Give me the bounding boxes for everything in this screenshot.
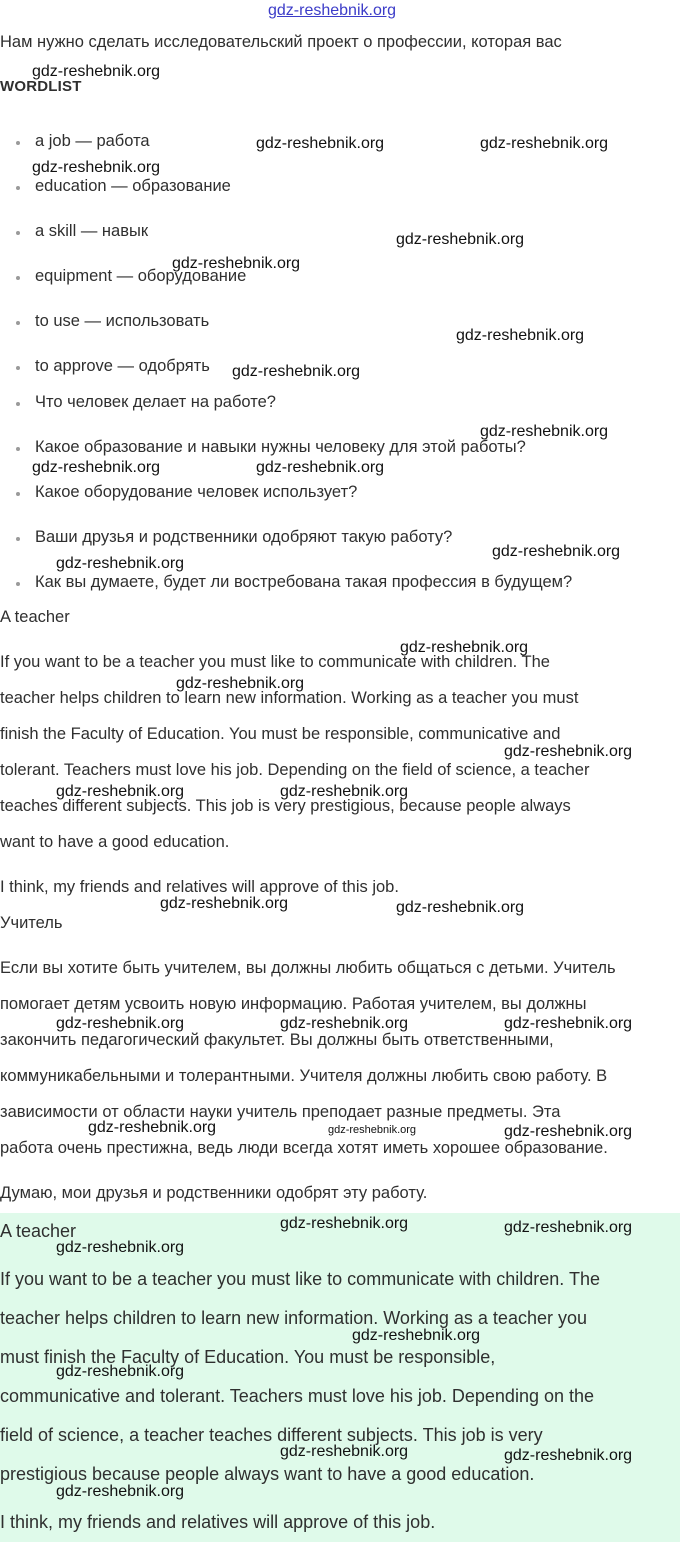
list-item: Какое оборудование человек использует? [16, 483, 357, 502]
watermark: gdz-reshebnik.org [328, 1124, 417, 1136]
watermark: gdz-reshebnik.org [176, 675, 305, 692]
watermark: gdz-reshebnik.org [280, 1215, 409, 1232]
text-line: зависимости от области науки учитель преподает разные предметы. Эта [0, 1103, 561, 1121]
text-line: Если вы хотите быть учителем, вы должны любить общаться с детьми. Учитель [0, 959, 616, 977]
watermark: gdz-reshebnik.org [504, 1219, 633, 1236]
watermark: gdz-reshebnik.org [160, 895, 289, 912]
watermark: gdz-reshebnik.org [480, 423, 609, 440]
watermark: gdz-reshebnik.org [280, 1443, 409, 1460]
text-line: teaches different subjects. This job is very prestigious, because people always [0, 797, 571, 815]
watermark: gdz-reshebnik.org [32, 459, 161, 476]
text-line: If you want to be a teacher you must like to communicate with children. The [0, 1269, 600, 1289]
watermark: gdz-reshebnik.org [56, 1483, 185, 1500]
intro-text: Нам нужно сделать исследовательский проект о профессии, которая вас [0, 33, 562, 51]
list-item: a job — работа [16, 132, 150, 151]
closing-text: Думаю, мои друзья и родственники одобрят эту работу. [0, 1184, 428, 1202]
text-line: закончить педагогический факультет. Вы должны быть ответственными, [0, 1031, 554, 1049]
watermark: gdz-reshebnik.org [256, 135, 385, 152]
text-line: must finish the Faculty of Education. You must be responsible, [0, 1347, 496, 1367]
watermark: gdz-reshebnik.org [56, 1015, 185, 1032]
watermark: gdz-reshebnik.org [400, 639, 529, 656]
text-line: tolerant. Teachers must love his job. Depending on the field of science, a teacher [0, 761, 590, 779]
watermark: gdz-reshebnik.org [504, 743, 633, 760]
watermark: gdz-reshebnik.org [56, 1363, 185, 1380]
list-item: to approve — одобрять [16, 357, 210, 376]
text-line: communicative and tolerant. Teachers must love his job. Depending on the [0, 1386, 595, 1406]
watermark: gdz-reshebnik.org [280, 1015, 409, 1032]
text-line: коммуникабельными и толерантными. Учителя должны любить свою работу. В [0, 1067, 608, 1085]
text-line: работа очень престижна, ведь люди всегда хотят иметь хорошее образование. [0, 1139, 608, 1157]
text-line: teacher helps children to learn new information. Working as a teacher you [0, 1308, 587, 1328]
watermark: gdz-reshebnik.org [504, 1447, 633, 1464]
answer-box [0, 1213, 680, 1542]
watermark: gdz-reshebnik.org [492, 543, 621, 560]
watermark: gdz-reshebnik.org [232, 363, 361, 380]
text-line: finish the Faculty of Education. You must be responsible, communicative and [0, 725, 561, 743]
text-line: want to have a good education. [0, 833, 230, 851]
closing-text: I think, my friends and relatives will approve of this job. [0, 1512, 436, 1532]
list-item: education — образование [16, 177, 231, 196]
watermark: gdz-reshebnik.org [32, 63, 161, 80]
text-line: помогает детям усвоить новую информацию. Работая учителем, вы должны [0, 995, 587, 1013]
section-title: A teacher [0, 1221, 77, 1241]
site-link[interactable]: gdz-reshebnik.org [268, 2, 397, 19]
text-line: field of science, a teacher teaches different subjects. This job is very [0, 1425, 543, 1445]
text-line: teacher helps children to learn new information. Working as a teacher you must [0, 689, 579, 707]
text-line: If you want to be a teacher you must like to communicate with children. The [0, 653, 550, 671]
closing-text: I think, my friends and relatives will approve of this job. [0, 878, 399, 896]
watermark: gdz-reshebnik.org [352, 1327, 481, 1344]
text-line: prestigious because people always want to have a good education. [0, 1464, 535, 1484]
watermark: gdz-reshebnik.org [256, 459, 385, 476]
wordlist-heading: WORDLIST [0, 78, 82, 95]
watermark: gdz-reshebnik.org [32, 159, 161, 176]
watermark: gdz-reshebnik.org [504, 1015, 633, 1032]
watermark: gdz-reshebnik.org [172, 255, 301, 272]
list-item: a skill — навык [16, 222, 148, 241]
watermark: gdz-reshebnik.org [504, 1123, 633, 1140]
watermark: gdz-reshebnik.org [456, 327, 585, 344]
watermark: gdz-reshebnik.org [280, 783, 409, 800]
list-item: equipment — оборудование [16, 267, 246, 286]
watermark: gdz-reshebnik.org [56, 1239, 185, 1256]
section-title: Учитель [0, 914, 63, 932]
watermark: gdz-reshebnik.org [480, 135, 609, 152]
section-title: A teacher [0, 608, 70, 626]
watermark: gdz-reshebnik.org [56, 783, 185, 800]
watermark: gdz-reshebnik.org [88, 1119, 217, 1136]
list-item: Что человек делает на работе? [16, 393, 276, 412]
watermark: gdz-reshebnik.org [396, 899, 525, 916]
list-item: Какое образование и навыки нужны человеку для этой работы? [16, 438, 526, 457]
watermark: gdz-reshebnik.org [56, 555, 185, 572]
list-item: to use — использовать [16, 312, 209, 331]
list-item: Ваши друзья и родственники одобряют такую работу? [16, 528, 452, 547]
list-item: Как вы думаете, будет ли востребована такая профессия в будущем? [16, 573, 572, 592]
watermark: gdz-reshebnik.org [396, 231, 525, 248]
